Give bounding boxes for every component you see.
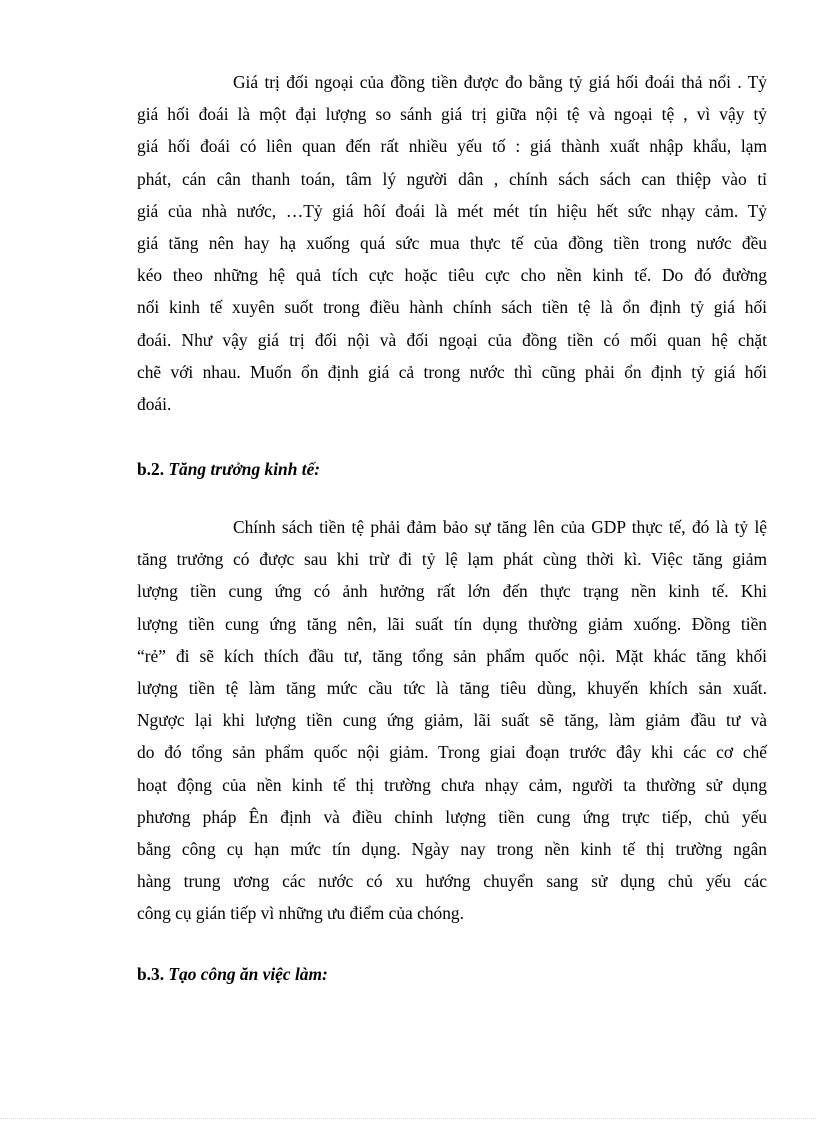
text-line: giá tăng nên hay hạ xuống quá sức mua thực tế của đồng tiền trong nước đều — [137, 233, 767, 254]
text-line: bằng công cụ hạn mức tín dụng. Ngày nay trong nền kinh tế thị trường ngân — [137, 839, 767, 860]
text-line: giá của nhà nước, …Tỷ giá hôí đoái là mét mét tín hiệu hết sức nhạy cảm. Tỷ — [137, 200, 767, 221]
heading-number: b.2. — [137, 459, 165, 479]
heading-title: Tăng trưởng kinh tế: — [168, 459, 321, 479]
text-line: kéo theo những hệ quả tích cực hoặc tiêu cực cho nền kinh tế. Do đó đường — [137, 265, 767, 286]
section-heading-b3 — [137, 958, 328, 990]
text-line: giá hối đoái có liên quan đến rất nhiều yếu tố : giá thành xuất nhập khẩu, lạm — [137, 136, 767, 157]
text-line: Ngược lại khi lượng tiền cung ứng giảm, lãi suất sẽ tăng, làm giảm đầu tư và — [137, 710, 767, 731]
text-line: đoái. — [137, 394, 172, 415]
text-line: “rẻ” đi sẽ kích thích đầu tư, tăng tổng sản phẩm quốc nội. Mặt khác tăng khối — [137, 645, 767, 666]
text-line: phương pháp Ên định và điều chỉnh lượng tiền cung ứng trực tiếp, chủ yếu — [137, 806, 767, 827]
text-line: tăng trưởng có được sau khi trừ đi tỷ lệ lạm phát cùng thời kì. Việc tăng giảm — [137, 549, 767, 570]
text-line: hàng trung ương các nước có xu hướng chuyển sang sử dụng chủ yếu các — [137, 871, 767, 892]
text-line: lượng tiền tệ làm tăng mức cầu tức là tăng tiêu dùng, khuyến khích sản xuất. — [137, 678, 767, 699]
paragraph-exchange-rate — [137, 66, 767, 420]
section-heading-b2 — [137, 453, 320, 485]
text-line: hoạt động của nền kinh tế thị trường chưa nhạy cảm, người ta thường sử dụng — [137, 774, 767, 795]
text-line: Giá trị đối ngoại của đồng tiền được đo bằng tỷ giá hối đoái thả nổi . Tỷ — [233, 72, 767, 92]
text-line: nối kinh tế xuyên suốt trong điều hành chính sách tiền tệ là ổn định tỷ giá hối — [137, 297, 767, 318]
text-line: chẽ với nhau. Muốn ổn định giá cả trong nước thì cũng phải ổn định tỷ giá hối — [137, 361, 767, 382]
text-line: lượng tiền cung ứng có ảnh hưởng rất lớn đến thực trạng nền kinh tế. Khi — [137, 581, 767, 602]
text-line: phát, cán cân thanh toán, tâm lý người dân , chính sách sách can thiệp vào tỉ — [137, 168, 767, 189]
page-bottom-divider — [0, 1118, 816, 1120]
text-line: do đó tổng sản phẩm quốc nội giảm. Trong giai đoạn trước đây khi các cơ chế — [137, 742, 767, 763]
text-line: đoái. Như vậy giá trị đối nội và đối ngoại của đồng tiền có mối quan hệ chặt — [137, 329, 767, 350]
text-line: Chính sách tiền tệ phải đảm bảo sự tăng lên của GDP thực tế, đó là tỷ lệ — [233, 517, 767, 537]
heading-number: b.3. — [137, 964, 165, 984]
heading-title: Tạo công ăn việc làm: — [168, 964, 328, 984]
paragraph-economic-growth — [137, 511, 767, 930]
text-line: công cụ gián tiếp vì những ưu điểm của chóng. — [137, 903, 464, 924]
text-line: giá hối đoái là một đại lượng so sánh giá trị giữa nội tệ và ngoại tệ , vì vậy tỷ — [137, 104, 767, 125]
text-line: lượng tiền cung ứng tăng nên, lãi suất tín dụng thường giảm xuống. Đồng tiền — [137, 613, 767, 634]
